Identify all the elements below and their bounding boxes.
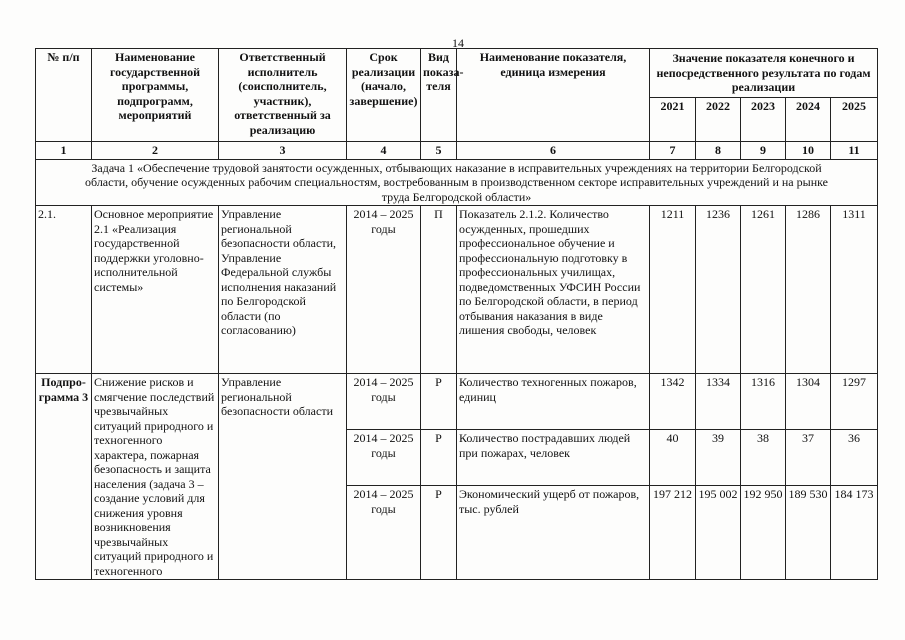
row-type: Р [421,430,457,486]
row-value: 38 [741,430,786,486]
row-value: 1304 [786,374,831,430]
row-value: 1211 [650,206,696,374]
header-indicator: Наименование показателя, единица измерения [457,49,650,142]
row-value: 40 [650,430,696,486]
row-value: 1334 [696,374,741,430]
row-num: 2.1. [36,206,92,374]
row-program: Основное мероприятие 2.1 «Реализация государственной поддержки уголовно-исполнительной системы» [92,206,219,374]
header-type: Вид показа-теля [421,49,457,142]
row-value: 192 950 [741,486,786,541]
column-number: 1 [36,142,92,160]
row-value: 195 002 [696,486,741,541]
subprogram-program: Снижение рисков и смягчение последствий чрезвычайных ситуаций природного и техногенного характера, пожарная безопасность и защита населения (задача 3 – создание условий для снижения уровня возникновения чрезвычайных ситуаций природного и техногенного [92,374,219,580]
row-value: 1316 [741,374,786,430]
header-year: 2021 [650,98,696,142]
row-value: 184 173 [831,486,878,541]
header-num: № п/п [36,49,92,142]
table-row [36,206,878,374]
header-year: 2023 [741,98,786,142]
row-value: 1297 [831,374,878,430]
row-type: Р [421,486,457,541]
table-row [36,374,878,430]
row-value: 1261 [741,206,786,374]
subprogram-responsible: Управление региональной безопасности области [219,374,347,580]
row-indicator: Количество пострадавших людей при пожарах, человек [457,430,650,486]
column-number: 7 [650,142,696,160]
row-type: П [421,206,457,374]
column-numbers-row [36,142,878,160]
task-row [36,159,878,206]
row-value: 189 530 [786,486,831,541]
column-number: 8 [696,142,741,160]
row-period: 2014 – 2025 годы [347,206,421,374]
header-period: Срок реализации (начало, завершение) [347,49,421,142]
column-number: 9 [741,142,786,160]
column-number: 2 [92,142,219,160]
row-value: 39 [696,430,741,486]
row-value: 1236 [696,206,741,374]
row-period: 2014 – 2025 годы [347,430,421,486]
indicators-table [35,48,878,580]
header-year: 2024 [786,98,831,142]
header-program: Наименование государственной программы, подпрограмм, мероприятий [92,49,219,142]
column-number: 4 [347,142,421,160]
column-number: 5 [421,142,457,160]
column-number: 3 [219,142,347,160]
column-number: 6 [457,142,650,160]
row-value: 1286 [786,206,831,374]
row-indicator: Показатель 2.1.2. Количество осужденных, прошедших профессиональное обучение и профессиональную подготовку в профессиональных училищах, подведомственных УФСИН России по Белгородской области, в период отбывания наказания в виде лишения свободы, человек [457,206,650,374]
column-number: 10 [786,142,831,160]
row-value: 1342 [650,374,696,430]
row-period: 2014 – 2025 годы [347,486,421,541]
row-indicator: Экономический ущерб от пожаров, тыс. рублей [457,486,650,541]
row-responsible: Управление региональной безопасности области, Управление Федеральной службы исполнения наказаний по Белгородской области (по согласованию) [219,206,347,374]
header-values: Значение показателя конечного и непосредственного результата по годам реализации [650,49,878,98]
header-row [36,49,878,98]
row-value: 37 [786,430,831,486]
row-value: 36 [831,430,878,486]
row-value: 197 212 [650,486,696,541]
header-responsible: Ответственный исполнитель (соисполнитель, участник), ответственный за реализацию [219,49,347,142]
page-number: 14 [452,36,464,50]
task-description: Задача 1 «Обеспечение трудовой занятости осужденных, отбывающих наказание в исправительных учреждениях на территории Белгородской области, обучение осужденных рабочим специальностям, востребованным в производственном секторе исправительных учреждений и на рынке труда Белгородской области» [36,159,878,206]
row-period: 2014 – 2025 годы [347,374,421,430]
subprogram-num: Подпро-грамма 3 [36,374,92,580]
row-type: Р [421,374,457,430]
row-value: 1311 [831,206,878,374]
header-year: 2022 [696,98,741,142]
row-indicator: Количество техногенных пожаров, единиц [457,374,650,430]
column-number: 11 [831,142,878,160]
header-year: 2025 [831,98,878,142]
